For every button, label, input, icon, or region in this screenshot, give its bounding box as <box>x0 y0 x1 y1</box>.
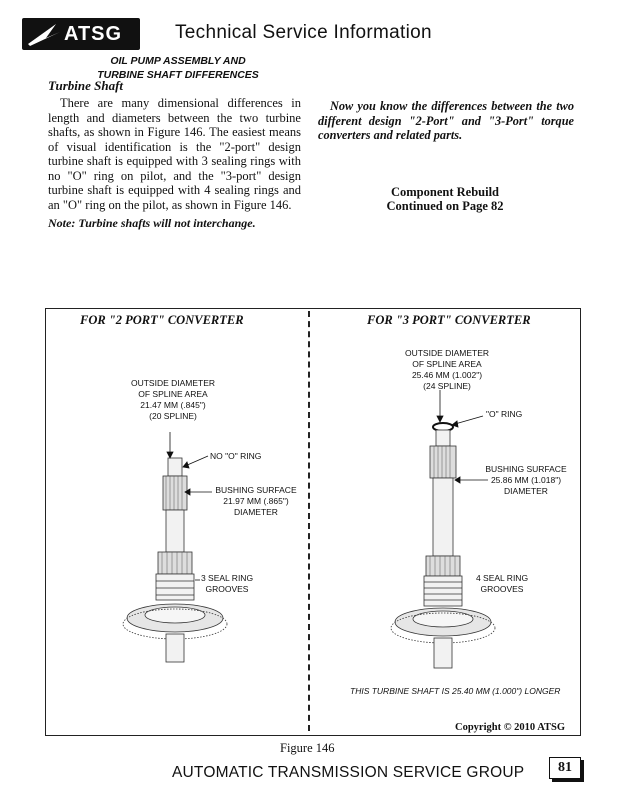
figure-caption: Figure 146 <box>280 741 335 755</box>
o-ring-label: "O" RING <box>486 409 523 419</box>
left-heading-2-port: FOR "2 PORT" CONVERTER <box>80 313 244 327</box>
right-seal-line2: GROOVES <box>480 584 524 594</box>
right-seal-line1: 4 SEAL RING <box>475 573 529 583</box>
footer-org-name: AUTOMATIC TRANSMISSION SERVICE GROUP <box>172 764 525 781</box>
left-spline-line4: (20 SPLINE) <box>149 411 197 421</box>
left-bushing-line2: 21.97 MM (.865") <box>223 496 289 506</box>
right-spline-line4: (24 SPLINE) <box>423 381 471 391</box>
left-seal-line1: 3 SEAL RING <box>200 573 254 583</box>
right-spline-line1: OUTSIDE DIAMETER <box>404 348 490 358</box>
right-bushing-line3: DIAMETER <box>504 486 548 496</box>
continued-page-label: Continued on Page 82 <box>386 199 504 213</box>
left-bushing-label <box>208 485 304 518</box>
component-rebuild-label: Component Rebuild <box>390 185 499 199</box>
section-title-line1: OIL PUMP ASSEMBLY AND <box>110 55 246 67</box>
right-seal-label <box>470 573 534 595</box>
left-paragraph: There are many dimensional differences in length and diameters between the two turbine shafts, as shown in Figure 146. The easiest means of visual identification is the "2-port" design turbine shaft is equipped with 3 sealing rings with no "O" ring on pilot, and the "3-port" design turbine shaft is equipped with 4 sealing rings and an "O" ring on the pilot, as shown in Figure 146. <box>48 96 301 212</box>
left-seal-line2: GROOVES <box>205 584 249 594</box>
right-bushing-label <box>484 464 568 497</box>
copyright-text: Copyright © 2010 ATSG <box>455 722 566 733</box>
no-o-ring-label: NO "O" RING <box>210 451 262 461</box>
left-bushing-line3: DIAMETER <box>234 507 278 517</box>
right-paragraph: Now you know the differences between the two different design "2-Port" and "3-Port" torque converters and related parts. <box>318 99 574 142</box>
left-spline-label <box>118 378 228 422</box>
logo-text: ATSG <box>64 23 123 45</box>
left-spline-line3: 21.47 MM (.845") <box>140 400 206 410</box>
right-spline-line3: 25.46 MM (1.002") <box>411 370 483 380</box>
left-spline-line1: OUTSIDE DIAMETER <box>130 378 216 388</box>
page-header-title: Technical Service Information <box>175 22 432 43</box>
right-spline-label <box>392 348 502 392</box>
right-bushing-line2: 25.86 MM (1.018") <box>490 475 562 485</box>
right-heading-3-port: FOR "3 PORT" CONVERTER <box>367 313 531 327</box>
note-text: Note: Turbine shafts will not interchange. <box>48 216 256 230</box>
page-number: 81 <box>549 757 581 779</box>
left-bushing-line1: BUSHING SURFACE <box>215 485 297 495</box>
left-seal-label <box>196 573 258 595</box>
left-spline-line2: OF SPLINE AREA <box>138 389 208 399</box>
subhead-turbine-shaft: Turbine Shaft <box>48 78 124 93</box>
section-title-line2: TURBINE SHAFT DIFFERENCES <box>97 69 259 81</box>
right-bushing-line1: BUSHING SURFACE <box>485 464 567 474</box>
right-turbine-shaft-icon <box>391 423 495 668</box>
right-spline-line2: OF SPLINE AREA <box>412 359 482 369</box>
longer-note: THIS TURBINE SHAFT IS 25.40 MM (1.000") LONGER <box>350 686 561 696</box>
